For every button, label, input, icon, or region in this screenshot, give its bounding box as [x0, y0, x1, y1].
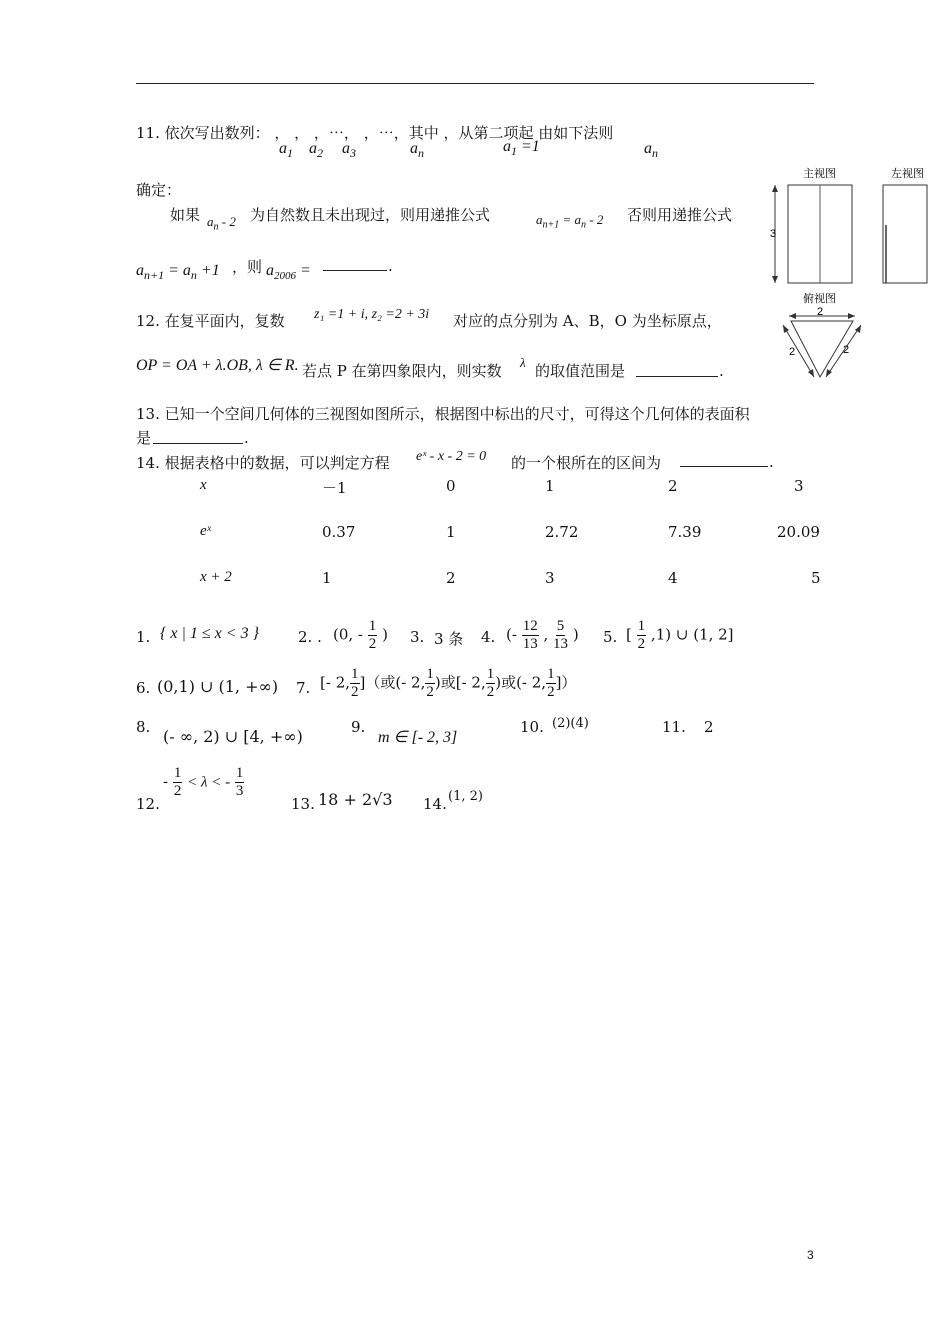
left-side-label: 2 [789, 346, 796, 358]
q12-z: z₁ =1 + i, z₂ =2 + 3i [314, 307, 430, 322]
arrow-left-icon [789, 313, 796, 319]
table-cell: 5 [811, 569, 821, 587]
front-view-label: 主视图 [803, 168, 836, 180]
answer-6-num: 6. [136, 679, 151, 697]
table-cell: 0.37 [322, 523, 356, 541]
q11-a3: $a_3$ [342, 140, 356, 161]
q11-line3-mid: 为自然数且未出现过，则用递推公式 [250, 206, 491, 224]
table-cell: 2.72 [545, 523, 579, 541]
answer-14: (1, 2) [448, 789, 483, 804]
q14-answer-blank [680, 466, 768, 467]
q12-lambda: λ [520, 355, 526, 370]
q13-end: . [244, 429, 249, 447]
arrow-upleft-icon [783, 325, 789, 333]
q12-line1-suffix: 对应的点分别为 A、B，O 为坐标原点， [453, 312, 722, 330]
table-cell: －1 [322, 479, 347, 497]
answer-14-num: 14. [423, 795, 447, 813]
q13-line1: 13. 已知一个空间几何体的三视图如图所示，根据图中标出的尺寸，可得这个几何体的表面积 [136, 405, 750, 423]
q11-cond: $a_1 =1$ [503, 138, 540, 159]
answer-6: (0,1) ∪ (1, +∞) [157, 677, 279, 696]
q11-line3: 如果 [170, 206, 201, 224]
q12-line1: 12. 在复平面内，复数 [136, 312, 285, 330]
table-cell: 20.09 [777, 523, 820, 541]
q13-answer-blank [153, 443, 243, 444]
q12-end: . [719, 362, 724, 380]
q14-line1: 14. 根据表格中的数据，可以判定方程 [136, 454, 390, 472]
answer-12-num: 12. [136, 795, 160, 813]
answer-13: 18 + 2√3 [318, 790, 393, 809]
answer-11-num: 11. [662, 718, 686, 736]
arrow-downright-icon [808, 369, 814, 377]
q12-vector: OP = OA + λ.OB, λ ∈ R. [136, 357, 299, 374]
q11-answer-blank [323, 270, 387, 271]
answer-10-num: 10. [520, 718, 544, 736]
answer-7: [- 2, $\frac{1}{2}$ ]（或(- 2, $\frac{1}{2}$ )或[- 2, $\frac{1}{2}$ )或(- 2, $\frac{1}{2}$ ]） [320, 666, 577, 700]
answer-1-num: 1. [136, 628, 151, 646]
table-head-x-plus-2: x + 2 [200, 569, 232, 585]
answer-2: (0, - $\frac{1}{2}$ ) [333, 618, 388, 652]
q11-line3-suffix: 否则用递推公式 [627, 206, 733, 224]
arrow-down-icon [772, 276, 778, 283]
q12-answer-blank [636, 376, 718, 377]
q11-an: $a_n$ [410, 140, 424, 161]
right-side-label: 2 [843, 344, 850, 356]
arrow-right-icon [848, 313, 855, 319]
table-head-x: x [200, 477, 207, 493]
answer-4-num: 4. [481, 628, 496, 646]
answer-12: - $\frac{1}{2}$ < λ < - $\frac{1}{3}$ [163, 765, 244, 799]
table-cell: 0 [446, 477, 456, 495]
table-cell: 3 [545, 569, 555, 587]
answer-1: { x | 1 ≤ x < 3 } [160, 625, 259, 642]
q11-line1: 11. 依次写出数列： ， ， ，⋯， ，⋯，其中 ，从第二项起 由如下法则 [136, 124, 614, 142]
answer-3: 3 条 [434, 630, 464, 648]
arrow-up-icon [772, 185, 778, 192]
answer-10: (2)(4) [552, 716, 589, 731]
answer-3-num: 3. [410, 628, 425, 646]
table-cell: 2 [668, 477, 678, 495]
q14-line1-suffix: 的一个根所在的区间为 [511, 454, 662, 472]
answer-4: (- $\frac{12}{13}$ , $\frac{5}{13}$ ) [506, 618, 579, 652]
q11-line2: 确定： [136, 181, 182, 199]
q11-l3-expr: $a_n - 2$ [207, 214, 236, 233]
q11-a2: $a_2$ [309, 140, 323, 161]
table-head-ex: eˣ [200, 523, 211, 539]
q11-then: ，则 [232, 258, 263, 276]
q13-line2: 是 [136, 429, 152, 447]
top-view-label: 俯视图 [803, 293, 836, 305]
answer-8: (- ∞, 2) ∪ [4, +∞) [163, 727, 303, 746]
top-width-label: 2 [817, 306, 824, 318]
q12-line2-suffix: 的取值范围是 [535, 362, 626, 380]
three-view-figure [765, 165, 935, 380]
answer-11: 2 [704, 718, 714, 736]
table-cell: 1 [446, 523, 456, 541]
q14-equation: eˣ - x - 2 = 0 [416, 449, 487, 464]
answer-5: [ $\frac{1}{2}$ ,1) ∪ (1, 2] [626, 618, 734, 652]
q12-line2: 若点 P 在第四象限内，则实数 [302, 362, 502, 380]
height-label: 3 [770, 228, 777, 240]
answer-13-num: 13. [291, 795, 315, 813]
q11-a1: $a_1$ [279, 140, 293, 161]
table-cell: 2 [446, 569, 456, 587]
table-cell: 7.39 [668, 523, 702, 541]
answer-9-num: 9. [351, 718, 366, 736]
table-cell: 3 [794, 477, 804, 495]
q11-ans: $a_{2006}$ = [266, 262, 311, 283]
left-view-label: 左视图 [891, 168, 924, 180]
q11-rec2: $a_{n+1} = a_n +1$ [136, 262, 220, 283]
answer-9: m ∈ [- 2, 3] [378, 729, 458, 746]
q11-end: . [388, 257, 393, 275]
header-rule [136, 83, 814, 84]
table-cell: 4 [668, 569, 678, 587]
page-number: 3 [807, 1248, 814, 1262]
answer-2-num: 2. . [298, 628, 322, 646]
q14-end: . [769, 453, 774, 471]
table-cell: 1 [322, 569, 332, 587]
left-view-rect [883, 185, 927, 283]
answer-7-num: 7. [296, 679, 311, 697]
left-side-dimension-line [783, 325, 814, 377]
answer-5-num: 5. [603, 628, 618, 646]
q11-rec1: $a_{n+1} = a_n - 2$ [536, 212, 604, 231]
answer-8-num: 8. [136, 718, 151, 736]
table-cell: 1 [545, 477, 555, 495]
q11-an2: $a_n$ [644, 140, 658, 161]
